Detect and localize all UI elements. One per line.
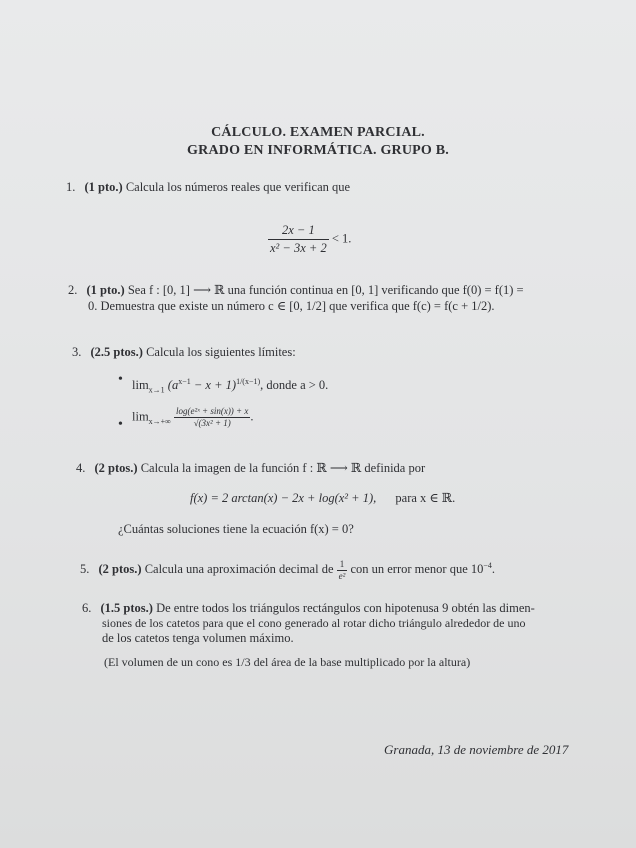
limit-word: lim — [132, 378, 149, 393]
question-tail: . — [491, 562, 496, 577]
question-1-formula — [268, 222, 351, 257]
limit-tail: , donde a > 0. — [260, 378, 329, 393]
question-number: 1. — [66, 180, 76, 194]
question-number: 5. — [80, 562, 90, 577]
question-5 — [80, 557, 495, 582]
fraction-denominator: e² — [338, 570, 346, 581]
fraction — [337, 559, 348, 582]
fraction-denominator: x² − 3x + 2 — [270, 241, 327, 255]
question-text-2: con un error menor que 10 — [350, 562, 484, 577]
limit-subscript: x→+∞ — [148, 416, 171, 426]
question-text: Calcula los números reales que verifican que — [125, 180, 351, 194]
question-1 — [66, 179, 350, 196]
exam-title — [0, 124, 636, 160]
question-6-line-2: siones de los catetos para que el cono generado al rotar dicho triángulo alrededor de uno — [102, 616, 526, 630]
fraction-numerator: 1 — [337, 559, 348, 571]
limit-numerator: log(e²ˣ + sin(x)) + x — [176, 406, 249, 416]
question-number: 4. — [76, 461, 86, 475]
limit-fraction — [174, 406, 250, 429]
question-2-line-2: 0. Demuestra que existe un número c ∈ [0, 1/2] que verifica que f(c) = f(c + 1/2). — [88, 299, 495, 313]
fraction-numerator: 2x − 1 — [268, 222, 329, 240]
question-3 — [72, 344, 296, 361]
fraction — [268, 222, 329, 257]
limit-2 — [132, 406, 254, 430]
inequality-tail: < 1. — [331, 231, 352, 246]
limit-subscript: x→1 — [148, 385, 165, 395]
title-line-1: CÁLCULO. EXAMEN PARCIAL. — [211, 125, 425, 140]
question-text: Calcula la imagen de la función f : ℝ ⟶ ℝ definida por — [140, 461, 426, 475]
question-4-subquestion: ¿Cuántas soluciones tiene la ecuación f(x) = 0? — [118, 522, 354, 536]
limit-expression: (a — [167, 378, 179, 393]
question-points: (2 ptos.) — [94, 461, 138, 475]
question-points: (2.5 ptos.) — [90, 345, 143, 359]
bullet-icon: • — [118, 417, 123, 432]
question-number: 6. — [82, 601, 92, 615]
question-text-line-1: Sea f : [0, 1] ⟶ ℝ una función continua en [0, 1] verificando que f(0) = f(1) = — [127, 283, 524, 297]
limit-exponent: x−1 — [178, 377, 191, 386]
limit-denominator: √(3x² + 1) — [193, 418, 231, 428]
question-4-formula — [190, 490, 455, 507]
question-6-note: (El volumen de un cono es 1/3 del área de la base multiplicado por la altura) — [104, 655, 471, 669]
question-points: (1.5 ptos.) — [100, 601, 153, 615]
limit-1 — [132, 373, 328, 399]
question-number: 2. — [68, 283, 78, 297]
function-definition: f(x) = 2 arctan(x) − 2x + log(x² + 1), — [190, 491, 377, 505]
question-4 — [76, 460, 425, 477]
limit-expression-rest: − x + 1) — [190, 378, 237, 393]
question-text: Calcula una aproximación decimal de — [144, 562, 334, 577]
question-number: 3. — [72, 345, 82, 359]
title-line-2: GRADO EN INFORMÁTICA. GRUPO B. — [187, 143, 449, 158]
limit-power: 1/(x−1) — [236, 377, 261, 386]
question-points: (2 ptos.) — [98, 562, 142, 577]
question-points: (1 pto.) — [84, 180, 123, 194]
question-6-line-3: de los catetos tenga volumen máximo. — [102, 631, 294, 645]
question-2 — [68, 282, 524, 299]
error-exponent: −4 — [483, 561, 492, 570]
function-domain: para x ∈ ℝ. — [395, 491, 456, 505]
question-text: Calcula los siguientes límites: — [146, 345, 296, 359]
exam-date: Granada, 13 de noviembre de 2017 — [384, 742, 569, 757]
limit-word: lim — [132, 409, 149, 424]
limit-tail: . — [250, 409, 254, 424]
question-text-line-1: De entre todos los triángulos rectángulos con hipotenusa 9 obtén las dimen- — [156, 601, 535, 615]
bullet-icon: • — [118, 372, 123, 387]
question-points: (1 pto.) — [86, 283, 125, 297]
